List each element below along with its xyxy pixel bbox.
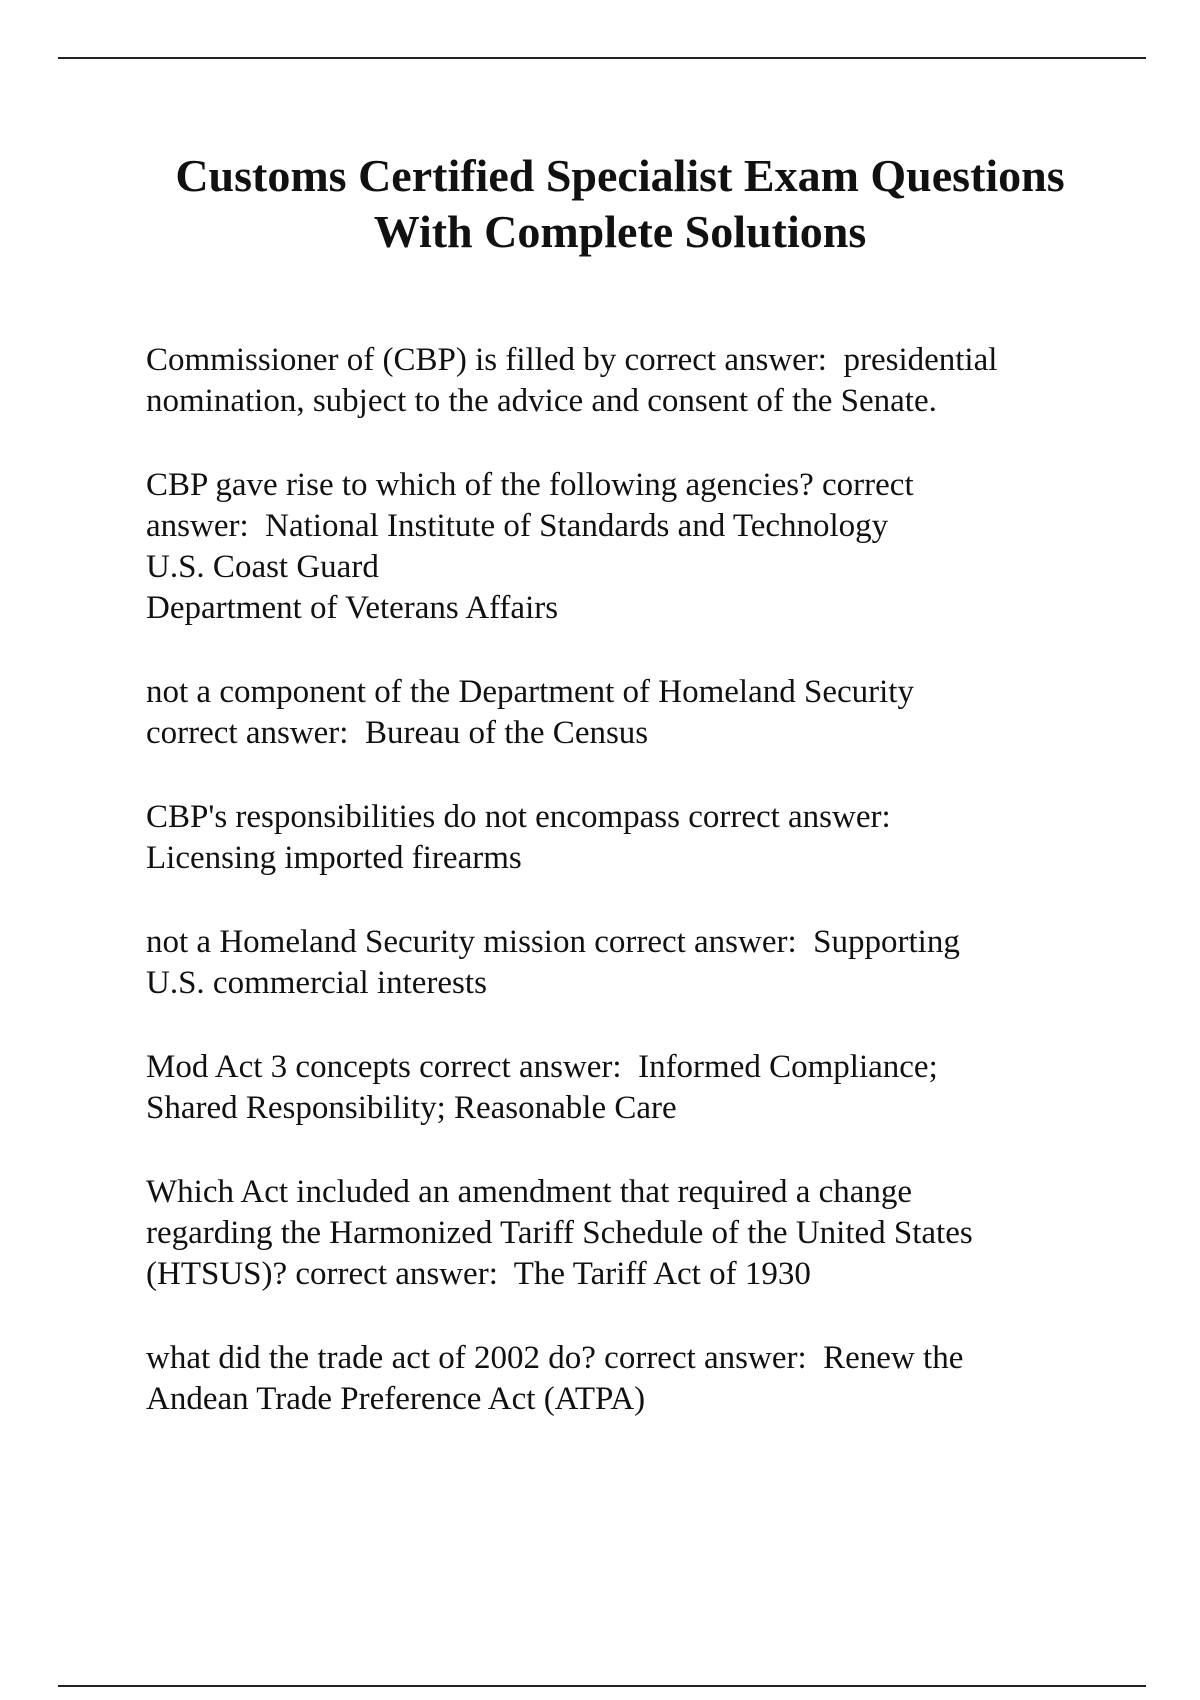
- qa-item-7: [146, 1172, 1146, 1295]
- qa-line: CBP's responsibilities do not encompass correct answer:: [146, 799, 891, 835]
- qa-item-6: [146, 1047, 1146, 1129]
- qa-line: Shared Responsibility; Reasonable Care: [146, 1090, 677, 1126]
- qa-list: [146, 340, 1146, 1463]
- qa-line: (HTSUS)? correct answer: The Tariff Act of 1930: [146, 1256, 811, 1292]
- qa-line: Mod Act 3 concepts correct answer: Informed Compliance;: [146, 1049, 938, 1085]
- bottom-divider: [58, 1685, 1146, 1687]
- qa-line: nomination, subject to the advice and consent of the Senate.: [146, 383, 937, 419]
- qa-line: U.S. Coast Guard: [146, 549, 379, 585]
- qa-item-4: [146, 797, 1146, 879]
- qa-item-5: [146, 922, 1146, 1004]
- qa-line: Which Act included an amendment that required a change: [146, 1174, 913, 1210]
- qa-line: Licensing imported firearms: [146, 840, 522, 876]
- qa-line: not a component of the Department of Homeland Security: [146, 674, 914, 710]
- qa-item-3: [146, 672, 1146, 754]
- qa-line: regarding the Harmonized Tariff Schedule of the United States: [146, 1215, 973, 1251]
- top-divider: [58, 57, 1146, 59]
- qa-line: answer: National Institute of Standards and Technology: [146, 508, 889, 544]
- qa-item-1: [146, 340, 1146, 422]
- qa-line: Commissioner of (CBP) is filled by correct answer: presidential: [146, 342, 998, 378]
- qa-line: CBP gave rise to which of the following agencies? correct: [146, 467, 914, 503]
- title-line-2: With Complete Solutions: [373, 206, 867, 257]
- qa-item-2: [146, 465, 1146, 629]
- qa-line: Department of Veterans Affairs: [146, 590, 559, 626]
- qa-line: Andean Trade Preference Act (ATPA): [146, 1381, 646, 1417]
- qa-line: what did the trade act of 2002 do? correct answer: Renew the: [146, 1340, 964, 1376]
- qa-line: correct answer: Bureau of the Census: [146, 715, 649, 751]
- qa-item-8: [146, 1338, 1146, 1420]
- document-title: [80, 148, 1160, 260]
- qa-line: U.S. commercial interests: [146, 965, 487, 1001]
- title-line-1: Customs Certified Specialist Exam Questions: [175, 150, 1065, 201]
- qa-line: not a Homeland Security mission correct answer: Supporting: [146, 924, 960, 960]
